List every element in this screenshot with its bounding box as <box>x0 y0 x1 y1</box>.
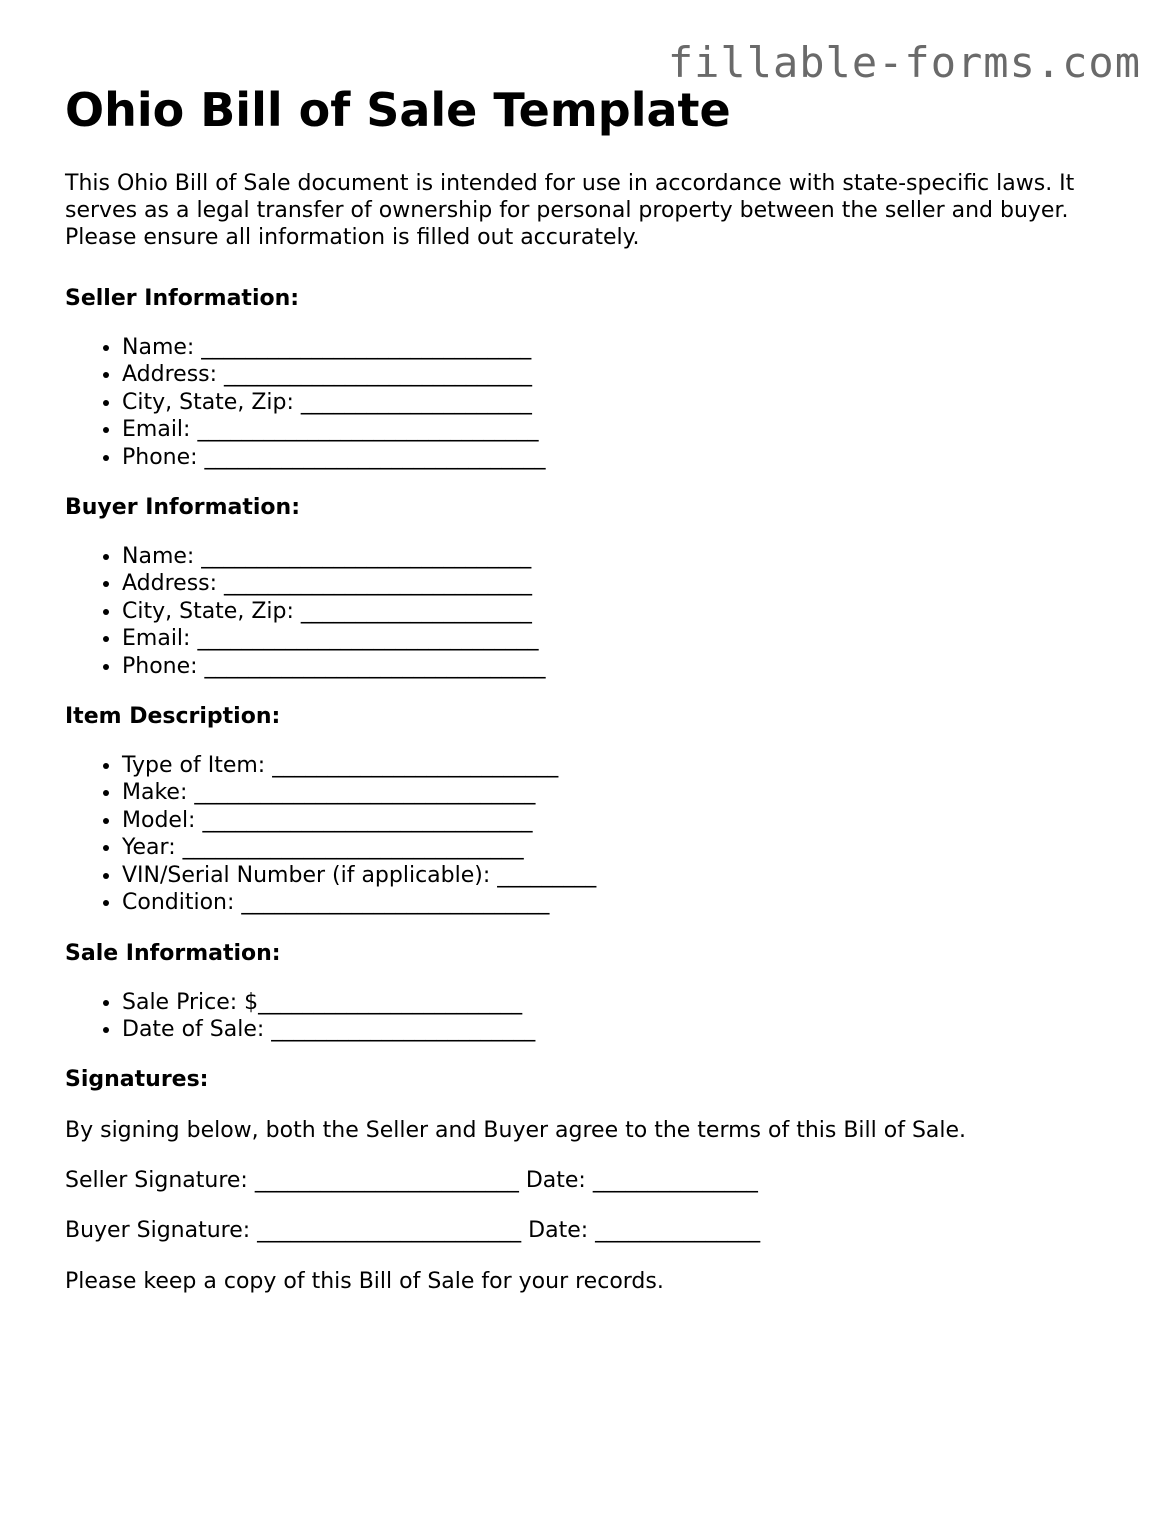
item-make-field[interactable]: • Make: _______________________________ <box>122 779 1115 806</box>
item-type-field[interactable]: • Type of Item: __________________________ <box>122 752 1115 779</box>
item-heading: Item Description: <box>65 704 281 730</box>
item-vin-field[interactable]: • VIN/Serial Number (if applicable): _________ <box>122 862 1115 889</box>
sale-section <box>65 940 1115 1044</box>
item-section <box>65 703 1115 916</box>
buyer-city-state-zip-field[interactable]: • City, State, Zip: _____________________ <box>122 598 1115 625</box>
sale-date-field[interactable]: • Date of Sale: ________________________ <box>122 1016 1115 1043</box>
seller-section <box>65 285 1115 471</box>
page-title: Ohio Bill of Sale Template <box>65 83 731 137</box>
buyer-phone-field[interactable]: • Phone: _______________________________ <box>122 653 1115 680</box>
sale-price-field[interactable]: • Sale Price: $________________________ <box>122 989 1115 1016</box>
watermark: fillable-forms.com <box>667 38 1141 87</box>
buyer-section <box>65 494 1115 680</box>
item-year-field[interactable]: • Year: _______________________________ <box>122 834 1115 861</box>
item-model-field[interactable]: • Model: ______________________________ <box>122 807 1115 834</box>
seller-email-field[interactable]: • Email: _______________________________ <box>122 416 1115 443</box>
buyer-heading: Buyer Information: <box>65 495 300 521</box>
buyer-signature-line[interactable]: Buyer Signature: ________________________ Date: _______________ <box>65 1218 761 1244</box>
seller-phone-field[interactable]: • Phone: _______________________________ <box>122 444 1115 471</box>
buyer-email-field[interactable]: • Email: _______________________________ <box>122 625 1115 652</box>
seller-fields <box>65 334 1115 471</box>
signatures-heading: Signatures: <box>65 1067 209 1093</box>
buyer-name-field[interactable]: • Name: ______________________________ <box>122 543 1115 570</box>
seller-name-field[interactable]: • Name: ______________________________ <box>122 334 1115 361</box>
intro-paragraph: This Ohio Bill of Sale document is intended for use in accordance with state-specific laws. It serves as a legal transfer of ownership for personal property between the seller and buyer. Please ensure all information is filled out accurately. <box>65 171 1075 250</box>
signatures-section <box>65 1066 1115 1295</box>
seller-address-field[interactable]: • Address: ____________________________ <box>122 361 1115 388</box>
document-page <box>65 80 1115 1295</box>
seller-heading: Seller Information: <box>65 286 300 311</box>
item-fields <box>65 752 1115 916</box>
agreement-text: By signing below, both the Seller and Buyer agree to the terms of this Bill of Sale. <box>65 1118 967 1144</box>
footer-note: Please keep a copy of this Bill of Sale for your records. <box>65 1269 664 1295</box>
seller-signature-line[interactable]: Seller Signature: ________________________ Date: _______________ <box>65 1168 758 1194</box>
sale-heading: Sale Information: <box>65 940 281 966</box>
sale-fields <box>65 989 1115 1044</box>
item-condition-field[interactable]: • Condition: ____________________________ <box>122 889 1115 916</box>
buyer-fields <box>65 543 1115 680</box>
buyer-address-field[interactable]: • Address: ____________________________ <box>122 570 1115 597</box>
seller-city-state-zip-field[interactable]: • City, State, Zip: _____________________ <box>122 389 1115 416</box>
